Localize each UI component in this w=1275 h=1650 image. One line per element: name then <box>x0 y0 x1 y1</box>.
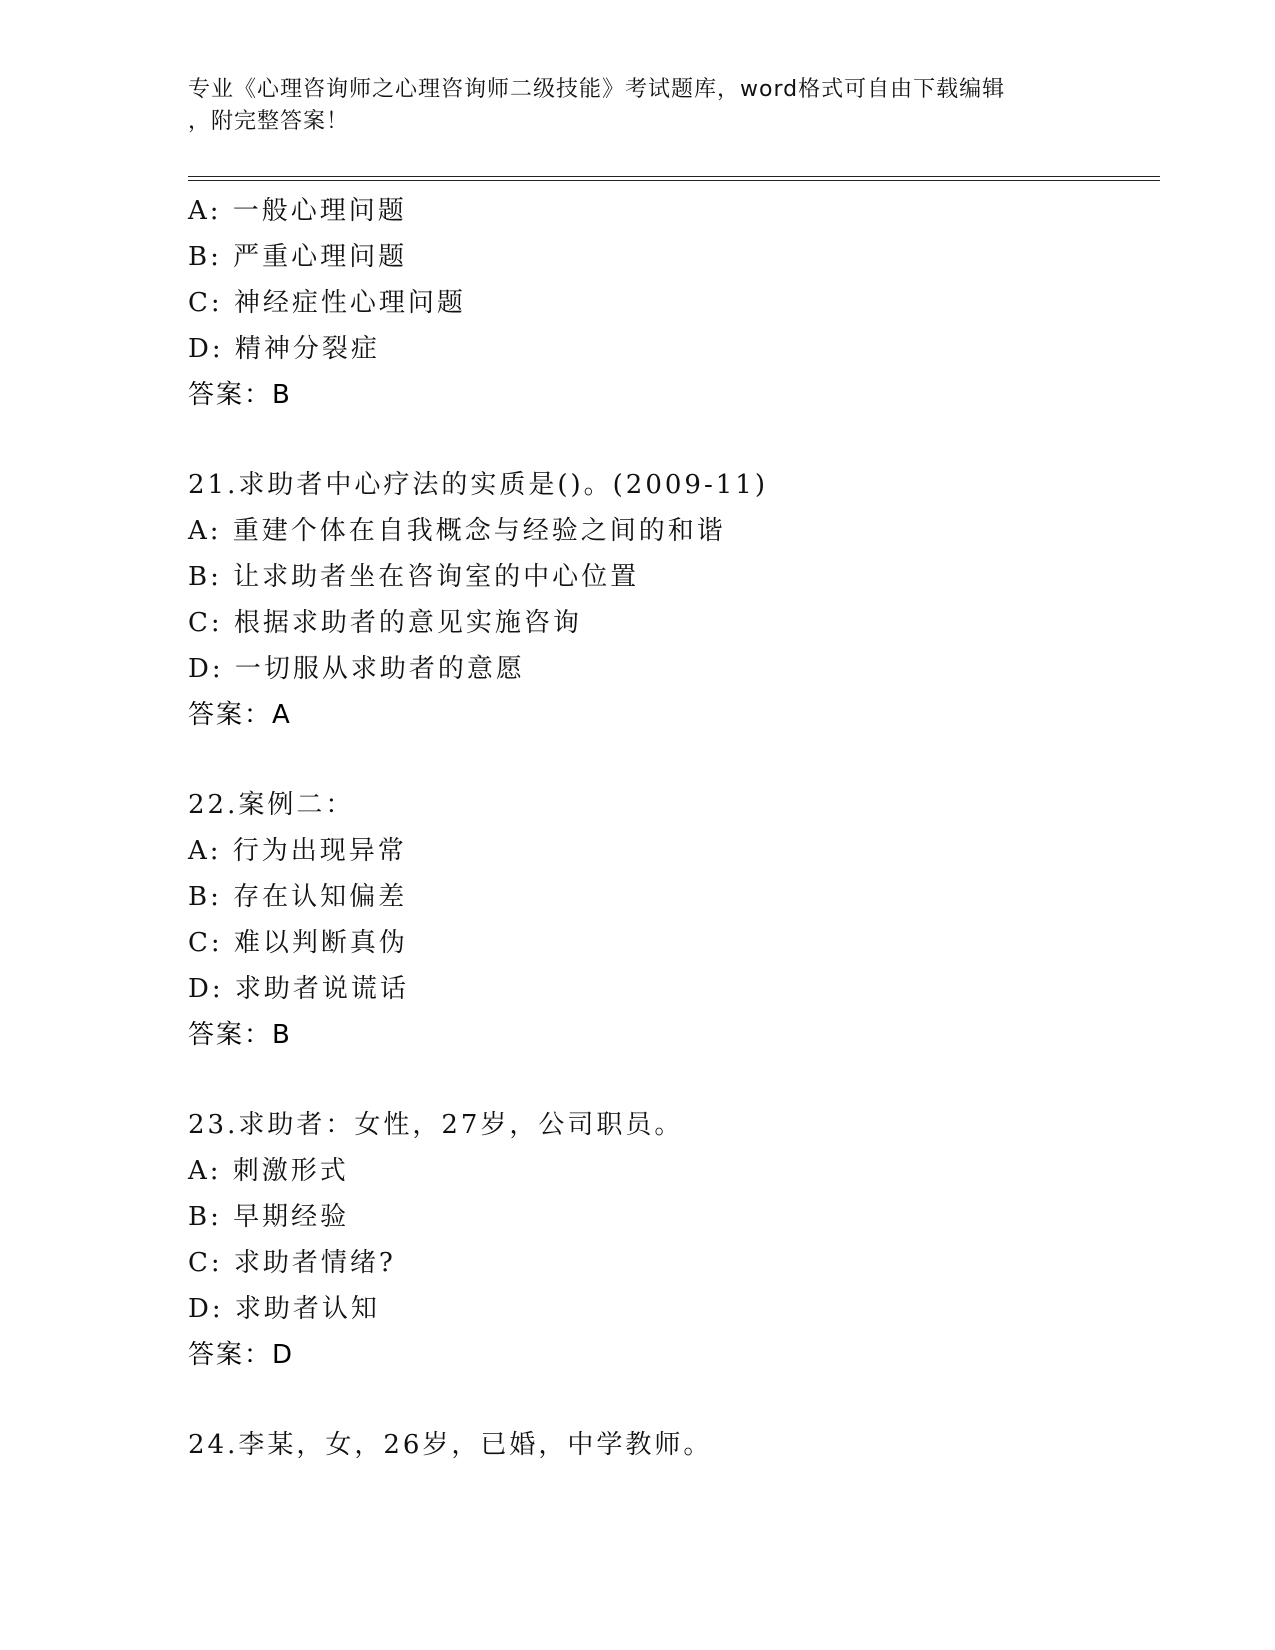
option-a: A: 一般心理问题 <box>188 196 407 226</box>
question-stem: 21.求助者中心疗法的实质是()。(2009-11) <box>188 470 768 500</box>
option-c: C: 根据求助者的意见实施咨询 <box>188 608 582 638</box>
option-a: A: 重建个体在自我概念与经验之间的和谐 <box>188 516 726 546</box>
header-double-rule <box>188 176 1160 181</box>
question-stem: 24.李某，女，26岁，已婚，中学教师。 <box>188 1430 713 1460</box>
option-d: D: 求助者说谎话 <box>188 974 409 1004</box>
block-spacer <box>188 1058 1148 1102</box>
document-header <box>188 74 1088 138</box>
block-spacer <box>188 418 1148 462</box>
option-c: C: 神经症性心理问题 <box>188 288 466 318</box>
question-block-21 <box>188 462 1148 738</box>
option-d: D: 精神分裂症 <box>188 334 380 364</box>
option-b: B: 让求助者坐在咨询室的中心位置 <box>188 562 640 592</box>
option-d: D: 一切服从求助者的意愿 <box>188 654 525 684</box>
option-b: B: 存在认知偏差 <box>188 882 408 912</box>
block-spacer <box>188 738 1148 782</box>
answer-line: 答案：B <box>188 380 292 410</box>
block-spacer <box>188 1378 1148 1422</box>
answer-line: 答案：A <box>188 700 292 730</box>
question-block-22 <box>188 782 1148 1058</box>
answer-line: 答案：B <box>188 1020 292 1050</box>
question-block-24 <box>188 1422 1148 1468</box>
header-title-line-1: 专业《心理咨询师之心理咨询师二级技能》考试题库，word格式可自由下载编辑 <box>188 77 1006 102</box>
header-title-line-2: ，附完整答案！ <box>188 109 350 134</box>
option-c: C: 难以判断真伪 <box>188 928 408 958</box>
answer-line: 答案：D <box>188 1340 295 1370</box>
question-block-20 <box>188 188 1148 418</box>
option-b: B: 严重心理问题 <box>188 242 408 272</box>
option-d: D: 求助者认知 <box>188 1294 380 1324</box>
option-a: A: 刺激形式 <box>188 1156 349 1186</box>
question-stem: 22.案例二： <box>188 790 355 820</box>
option-c: C: 求助者情绪? <box>188 1248 396 1278</box>
question-block-23 <box>188 1102 1148 1378</box>
option-a: A: 行为出现异常 <box>188 836 407 866</box>
option-b: B: 早期经验 <box>188 1202 350 1232</box>
question-list <box>188 188 1148 1468</box>
question-stem: 23.求助者：女性，27岁，公司职员。 <box>188 1110 684 1140</box>
